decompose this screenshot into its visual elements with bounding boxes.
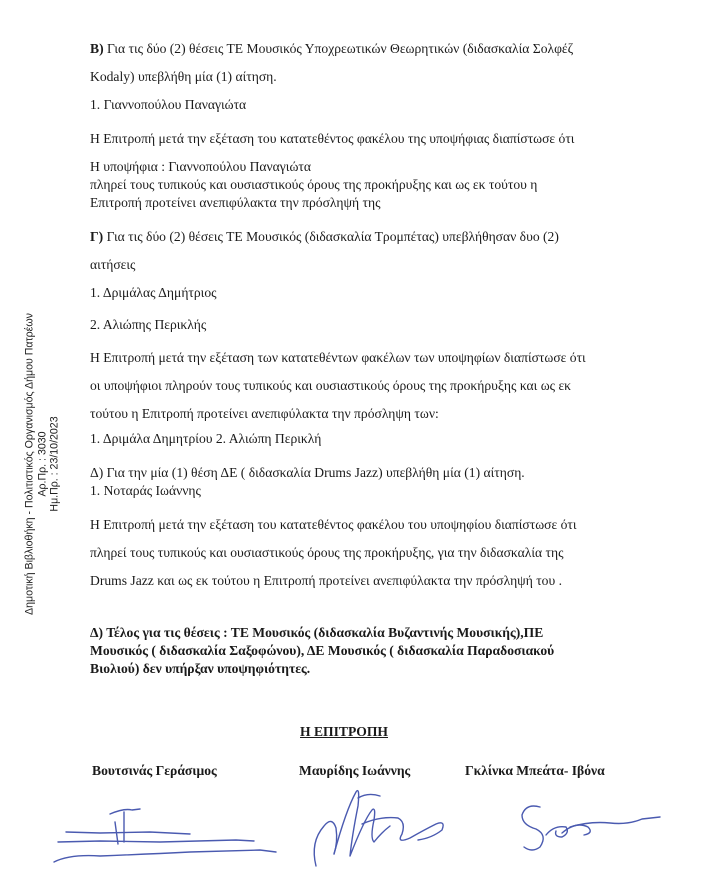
section-c-result-line4: 1. Δριμάλα Δημητρίου 2. Αλιώπη Περικλή	[90, 431, 322, 446]
stamp-protocol-date: Ημ.Πρ. : 23/10/2023	[48, 416, 61, 512]
section-c-candidate2: 2. Αλιώπης Περικλής	[90, 317, 207, 332]
signature-3	[510, 795, 670, 855]
signer-3-name: Γκλίνκα Μπεάτα- Ιβόνα	[465, 763, 605, 778]
section-c-line1-text: Για τις δύο (2) θέσεις ΤΕ Μουσικός (διδασκαλία Τρομπέτας) υπεβλήθησαν δυο (2)	[103, 229, 559, 244]
section-b-result-line2: Επιτροπή προτείνει ανεπιφύλακτα την πρόσληψή της	[90, 195, 381, 210]
section-b-line1	[90, 41, 573, 57]
section-c-line2: αιτήσεις	[90, 257, 136, 272]
section-b-candidate: 1. Γιαννοπούλου Παναγιώτα	[90, 97, 247, 112]
section-b-line2: Kodaly) υπεβλήθη μία (1) αίτηση.	[90, 69, 277, 84]
section-d-line1: Δ) Για την μία (1) θέση ΔΕ ( διδασκαλία Drums Jazz) υπεβλήθη μία (1) αίτηση.	[90, 465, 525, 480]
signature-2	[300, 780, 460, 875]
stamp-protocol-number: Αρ.Πρ. : 3030	[35, 431, 48, 497]
signer-2-name: Μαυρίδης Ιωάννης	[299, 763, 411, 778]
section-c-result-line1: Η Επιτροπή μετά την εξέταση των κατατεθέντων φακέλων των υποψηφίων διαπίστωσε ότι	[90, 350, 586, 365]
signer-1-name: Βουτσινάς Γεράσιμος	[92, 763, 217, 778]
signature-1	[40, 800, 280, 870]
section-c-marker: Γ)	[90, 229, 104, 244]
section-d-candidate: 1. Νοταράς Ιωάννης	[90, 483, 201, 498]
section-b-line1-text: Για τις δύο (2) θέσεις ΤΕ Μουσικός Υποχρεωτικών Θεωρητικών (διδασκαλία Σολφέζ	[103, 41, 574, 56]
section-b-committee-line: Η Επιτροπή μετά την εξέταση του κατατεθέντος φακέλου της υποψήφιας διαπίστωσε ότι	[90, 131, 575, 146]
section-b-candidate-line: Η υποψήφια : Γιαννοπούλου Παναγιώτα	[90, 159, 311, 174]
stamp-library-line: Δημοτική Βιβλιοθήκη - Πολιτιστικός Οργανισμός Δήμου Πατρέων	[23, 313, 36, 615]
committee-title: Η ΕΠΙΤΡΟΠΗ	[300, 724, 388, 739]
final-section-line1: Δ) Τέλος για τις θέσεις : ΤΕ Μουσικός (διδασκαλία Βυζαντινής Μουσικής),ΠΕ	[90, 625, 544, 640]
section-c-candidate1: 1. Δριμάλας Δημήτριος	[90, 285, 217, 300]
section-d-result-line2: πληρεί τους τυπικούς και ουσιαστικούς όρους της προκήρυξης, για την διδασκαλία της	[90, 545, 564, 560]
section-b-result-line1: πληρεί τους τυπικούς και ουσιαστικούς όρους της προκήρυξης και ως εκ τούτου η	[90, 177, 538, 192]
section-d-result-line3: Drums Jazz και ως εκ τούτου η Επιτροπή προτείνει ανεπιφύλακτα την πρόσληψή του .	[90, 573, 562, 588]
section-c-result-line2: οι υποψήφιοι πληρούν τους τυπικούς και ουσιαστικούς όρους της προκήρυξης και ως εκ	[90, 378, 572, 393]
section-c-line1	[90, 229, 559, 245]
section-c-result-line3: τούτου η Επιτροπή προτείνει ανεπιφύλακτα την πρόσληψη των:	[90, 406, 439, 421]
section-b-marker: Β)	[90, 41, 104, 56]
final-section-line2: Μουσικός ( διδασκαλία Σαξοφώνου), ΔΕ Μουσικός ( διδασκαλία Παραδοσιακού	[90, 643, 555, 658]
section-d-result-line1: Η Επιτροπή μετά την εξέταση του κατατεθέντος φακέλου του υποψηφίου διαπίστωσε ότι	[90, 517, 577, 532]
final-section-line3: Βιολιού) δεν υπήρξαν υποψηφιότητες.	[90, 661, 311, 676]
